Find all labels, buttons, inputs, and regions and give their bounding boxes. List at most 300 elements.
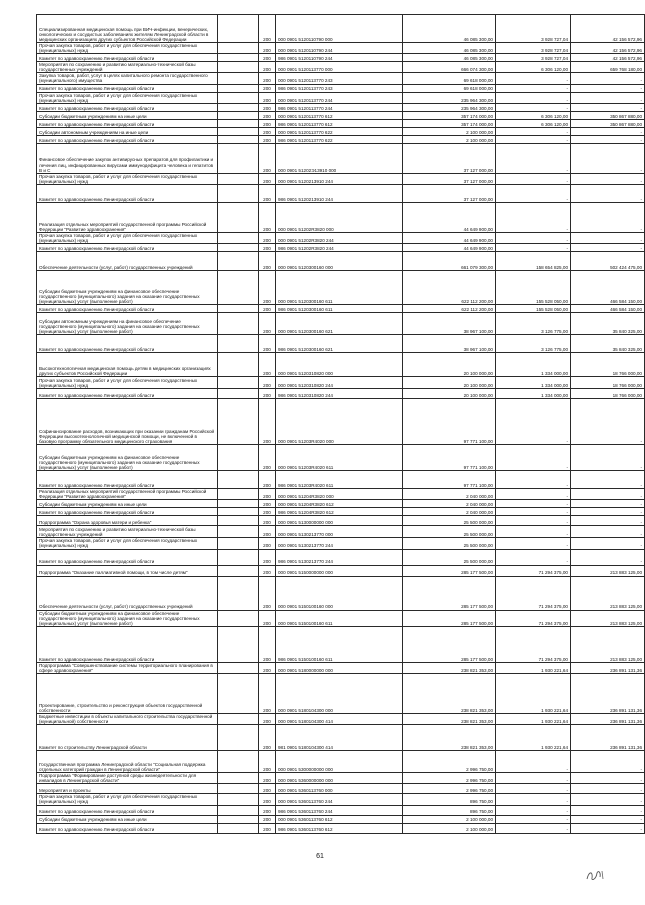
- row-line-code-cell: 200: [259, 500, 276, 508]
- row-remaining-amount-cell: 35 840 325,00: [571, 335, 645, 353]
- row-empty-cell: [218, 662, 259, 673]
- row-name-cell: Субсидии бюджетным учреждениям на иные цели: [37, 815, 218, 823]
- table-row: [37, 516, 645, 526]
- table-row: [37, 244, 645, 252]
- row-executed-amount-cell: -: [496, 489, 571, 500]
- row-executed-amount-cell: -: [496, 500, 571, 508]
- table-row: [37, 610, 645, 626]
- table-row: [37, 713, 645, 724]
- row-executed-amount-cell: -: [496, 805, 571, 815]
- row-approved-amount-cell: 285 177 500,00: [403, 610, 496, 626]
- row-remaining-amount-cell: -: [571, 445, 645, 471]
- row-executed-amount-cell: -: [496, 815, 571, 823]
- row-approved-amount-cell: 37 127 000,00: [403, 184, 496, 202]
- row-empty-cell: [218, 500, 259, 508]
- row-remaining-amount-cell: 213 883 125,00: [571, 626, 645, 662]
- row-approved-amount-cell: 238 821 353,00: [403, 673, 496, 713]
- row-approved-amount-cell: 97 771 100,00: [403, 471, 496, 489]
- row-executed-amount-cell: -: [496, 173, 571, 184]
- row-remaining-amount-cell: 213 883 125,00: [571, 565, 645, 576]
- table-row: [37, 662, 645, 673]
- row-name-cell: Обеспечение деятельности (услуг, работ) государственных учреждений: [37, 576, 218, 610]
- row-line-code-cell: 200: [259, 143, 276, 173]
- row-approved-amount-cell: 97 771 100,00: [403, 399, 496, 445]
- row-approved-amount-cell: 238 821 353,00: [403, 662, 496, 673]
- row-empty-cell: [218, 489, 259, 500]
- row-name-cell: Реализация отдельных мероприятий государственной программы Российской Федерации "Развитие здравоохранения": [37, 489, 218, 500]
- row-line-code-cell: 200: [259, 751, 276, 773]
- row-remaining-amount-cell: -: [571, 516, 645, 526]
- row-approved-amount-cell: 622 112 200,00: [403, 305, 496, 313]
- row-approved-amount-cell: 238 821 353,00: [403, 713, 496, 724]
- row-executed-amount-cell: 155 528 050,00: [496, 271, 571, 305]
- row-line-code-cell: 200: [259, 576, 276, 610]
- row-remaining-amount-cell: 42 156 572,96: [571, 54, 645, 62]
- row-executed-amount-cell: -: [496, 471, 571, 489]
- row-line-code-cell: 200: [259, 565, 276, 576]
- row-executed-amount-cell: 155 528 050,00: [496, 305, 571, 313]
- row-name-cell: Обеспечение деятельности (услуг, работ) государственных учреждений: [37, 252, 218, 271]
- row-approved-amount-cell: 666 074 300,00: [403, 62, 496, 73]
- table-row: [37, 252, 645, 271]
- row-line-code-cell: 200: [259, 538, 276, 549]
- row-line-code-cell: 200: [259, 823, 276, 833]
- row-name-cell: Специализированная медицинская помощь при ВИЧ-инфекции, венерических, онкологических и сосудистых заболеваниях жителям Ленинградской области в медицинских организациях других субъектов Российской Федерации: [37, 15, 218, 43]
- row-classification-code-cell: 986 0901 51203R4020 611: [276, 471, 403, 489]
- budget-table-body: [37, 15, 645, 834]
- row-classification-code-cell: 000 0901 5120113770 243: [276, 73, 403, 84]
- row-classification-code-cell: 000 0901 51204R3820 000: [276, 489, 403, 500]
- row-line-code-cell: 200: [259, 784, 276, 794]
- row-executed-amount-cell: 1 930 221,64: [496, 725, 571, 751]
- row-name-cell: Комитет по здравоохранению Ленинградской области: [37, 103, 218, 111]
- row-empty-cell: [218, 508, 259, 516]
- row-approved-amount-cell: 661 079 300,00: [403, 252, 496, 271]
- scan-artifact-mark: [584, 868, 606, 882]
- row-executed-amount-cell: -: [496, 202, 571, 232]
- table-row: [37, 526, 645, 538]
- row-classification-code-cell: 000 0901 5120113770 244: [276, 92, 403, 103]
- row-executed-amount-cell: 71 294 375,00: [496, 576, 571, 610]
- row-empty-cell: [218, 389, 259, 399]
- row-approved-amount-cell: 235 964 300,00: [403, 92, 496, 103]
- row-executed-amount-cell: -: [496, 84, 571, 92]
- row-empty-cell: [218, 119, 259, 127]
- row-approved-amount-cell: 2 040 000,00: [403, 489, 496, 500]
- row-name-cell: Подпрограмма "Совершенствование системы территориального планирования в сфере здравоохранения": [37, 662, 218, 673]
- row-classification-code-cell: 000 0901 5360113760 000: [276, 784, 403, 794]
- table-row: [37, 815, 645, 823]
- row-line-code-cell: 200: [259, 773, 276, 784]
- row-approved-amount-cell: 69 618 000,00: [403, 73, 496, 84]
- row-approved-amount-cell: 37 127 000,00: [403, 173, 496, 184]
- row-approved-amount-cell: 44 649 900,00: [403, 202, 496, 232]
- row-classification-code-cell: 000 0901 5120113770 622: [276, 127, 403, 135]
- row-approved-amount-cell: 622 112 200,00: [403, 271, 496, 305]
- row-classification-code-cell: 000 0901 5150100160 000: [276, 576, 403, 610]
- row-name-cell: Субсидии бюджетным учреждениям на финансовое обеспечение государственного (муниципального) задания на оказание государственных (муниципальных) услуг (выполнение работ): [37, 610, 218, 626]
- row-approved-amount-cell: 46 085 300,00: [403, 43, 496, 54]
- row-remaining-amount-cell: -: [571, 232, 645, 243]
- row-classification-code-cell: 000 0901 5120110790 000: [276, 15, 403, 43]
- row-empty-cell: [218, 805, 259, 815]
- table-row: [37, 353, 645, 377]
- row-name-cell: Комитет по здравоохранению Ленинградской области: [37, 549, 218, 565]
- row-name-cell: Подпрограмма "Оказание паллиативной помощи, в том числе детям": [37, 565, 218, 576]
- row-executed-amount-cell: -: [496, 135, 571, 143]
- row-executed-amount-cell: -: [496, 773, 571, 784]
- row-approved-amount-cell: 44 649 900,00: [403, 232, 496, 243]
- table-row: [37, 794, 645, 805]
- row-remaining-amount-cell: 42 156 572,96: [571, 43, 645, 54]
- row-executed-amount-cell: -: [496, 784, 571, 794]
- row-empty-cell: [218, 202, 259, 232]
- table-row: [37, 84, 645, 92]
- row-line-code-cell: 200: [259, 508, 276, 516]
- row-name-cell: Комитет по здравоохранению Ленинградской области: [37, 184, 218, 202]
- row-name-cell: Финансовое обеспечение закупок антивирусных препаратов для профилактики и лечения лиц, инфицированных вирусами иммунодефицита человека и гепатитов B и C: [37, 143, 218, 173]
- table-row: [37, 565, 645, 576]
- row-empty-cell: [218, 92, 259, 103]
- row-approved-amount-cell: 285 177 500,00: [403, 626, 496, 662]
- row-line-code-cell: 200: [259, 119, 276, 127]
- table-row: [37, 500, 645, 508]
- row-line-code-cell: 200: [259, 377, 276, 389]
- row-remaining-amount-cell: 236 891 131,36: [571, 662, 645, 673]
- table-row: [37, 508, 645, 516]
- row-executed-amount-cell: -: [496, 92, 571, 103]
- row-remaining-amount-cell: -: [571, 73, 645, 84]
- row-name-cell: Мероприятия по сохранению и развитию материально-технической базы государственных учреждений: [37, 526, 218, 538]
- row-remaining-amount-cell: -: [571, 784, 645, 794]
- row-name-cell: Комитет по здравоохранению Ленинградской области: [37, 305, 218, 313]
- row-executed-amount-cell: 1 334 000,00: [496, 377, 571, 389]
- row-name-cell: Комитет по здравоохранению Ленинградской области: [37, 335, 218, 353]
- row-executed-amount-cell: 158 654 825,00: [496, 252, 571, 271]
- row-remaining-amount-cell: -: [571, 244, 645, 252]
- row-executed-amount-cell: 71 294 375,00: [496, 565, 571, 576]
- row-empty-cell: [218, 184, 259, 202]
- table-row: [37, 823, 645, 833]
- row-line-code-cell: 200: [259, 244, 276, 252]
- row-name-cell: Комитет по здравоохранению Ленинградской области: [37, 389, 218, 399]
- row-name-cell: Прочая закупка товаров, работ и услуг для обеспечения государственных (муниципальных) нужд: [37, 377, 218, 389]
- table-row: [37, 805, 645, 815]
- row-empty-cell: [218, 84, 259, 92]
- row-empty-cell: [218, 62, 259, 73]
- row-executed-amount-cell: -: [496, 508, 571, 516]
- row-remaining-amount-cell: -: [571, 526, 645, 538]
- row-name-cell: Прочая закупка товаров, работ и услуг для обеспечения государственных (муниципальных) нужд: [37, 92, 218, 103]
- row-empty-cell: [218, 111, 259, 119]
- budget-report-sheet: [36, 14, 642, 834]
- row-executed-amount-cell: 1 334 000,00: [496, 353, 571, 377]
- page-number: 61: [316, 853, 324, 860]
- row-executed-amount-cell: -: [496, 823, 571, 833]
- row-line-code-cell: 200: [259, 626, 276, 662]
- table-row: [37, 673, 645, 713]
- table-row: [37, 135, 645, 143]
- row-remaining-amount-cell: -: [571, 202, 645, 232]
- row-empty-cell: [218, 794, 259, 805]
- row-line-code-cell: 200: [259, 135, 276, 143]
- row-remaining-amount-cell: 350 867 880,00: [571, 111, 645, 119]
- row-empty-cell: [218, 725, 259, 751]
- row-line-code-cell: 200: [259, 313, 276, 335]
- row-approved-amount-cell: 20 100 000,00: [403, 377, 496, 389]
- table-row: [37, 305, 645, 313]
- row-name-cell: Комитет по здравоохранению Ленинградской области: [37, 471, 218, 489]
- row-remaining-amount-cell: -: [571, 399, 645, 445]
- row-empty-cell: [218, 815, 259, 823]
- row-name-cell: Реализация отдельных мероприятий государственной программы Российской Федерации "Развитие здравоохранения": [37, 202, 218, 232]
- row-executed-amount-cell: 3 928 727,04: [496, 43, 571, 54]
- row-empty-cell: [218, 626, 259, 662]
- row-name-cell: Субсидии бюджетным учреждениям на иные цели: [37, 500, 218, 508]
- row-empty-cell: [218, 823, 259, 833]
- table-row: [37, 538, 645, 549]
- row-remaining-amount-cell: 350 867 880,00: [571, 119, 645, 127]
- row-empty-cell: [218, 445, 259, 471]
- row-approved-amount-cell: 2 040 000,00: [403, 500, 496, 508]
- row-remaining-amount-cell: -: [571, 127, 645, 135]
- row-line-code-cell: 200: [259, 111, 276, 119]
- row-remaining-amount-cell: 18 766 000,00: [571, 389, 645, 399]
- row-executed-amount-cell: -: [496, 103, 571, 111]
- row-name-cell: Комитет по здравоохранению Ленинградской области: [37, 54, 218, 62]
- table-row: [37, 576, 645, 610]
- row-remaining-amount-cell: -: [571, 135, 645, 143]
- row-name-cell: Комитет по здравоохранению Ленинградской области: [37, 508, 218, 516]
- row-line-code-cell: 200: [259, 335, 276, 353]
- row-classification-code-cell: 986 0901 5360113760 244: [276, 805, 403, 815]
- row-remaining-amount-cell: -: [571, 508, 645, 516]
- table-row: [37, 54, 645, 62]
- table-row: [37, 173, 645, 184]
- row-executed-amount-cell: -: [496, 399, 571, 445]
- row-executed-amount-cell: -: [496, 751, 571, 773]
- row-remaining-amount-cell: -: [571, 751, 645, 773]
- row-name-cell: Комитет по здравоохранению Ленинградской области: [37, 244, 218, 252]
- row-classification-code-cell: 000 0901 51203R4020 000: [276, 399, 403, 445]
- row-name-cell: Прочая закупка товаров, работ и услуг для обеспечения государственных (муниципальных) нужд: [37, 173, 218, 184]
- row-approved-amount-cell: 2 996 750,00: [403, 784, 496, 794]
- table-row: [37, 143, 645, 173]
- row-name-cell: Комитет по здравоохранению Ленинградской области: [37, 805, 218, 815]
- row-classification-code-cell: 000 0901 5360113760 244: [276, 794, 403, 805]
- row-approved-amount-cell: 896 750,00: [403, 794, 496, 805]
- row-name-cell: Подпрограмма "Формирование доступной среды жизнедеятельности для инвалидов в Ленинградской области": [37, 773, 218, 784]
- table-row: [37, 271, 645, 305]
- budget-table: [36, 14, 645, 834]
- row-remaining-amount-cell: 213 883 125,00: [571, 576, 645, 610]
- row-empty-cell: [218, 565, 259, 576]
- row-line-code-cell: 200: [259, 725, 276, 751]
- row-remaining-amount-cell: 236 891 131,36: [571, 725, 645, 751]
- row-classification-code-cell: 000 0901 5130213770 244: [276, 538, 403, 549]
- row-line-code-cell: 200: [259, 516, 276, 526]
- table-row: [37, 549, 645, 565]
- table-row: [37, 751, 645, 773]
- row-executed-amount-cell: -: [496, 516, 571, 526]
- row-executed-amount-cell: -: [496, 73, 571, 84]
- row-executed-amount-cell: -: [496, 526, 571, 538]
- table-row: [37, 725, 645, 751]
- row-empty-cell: [218, 784, 259, 794]
- table-row: [37, 62, 645, 73]
- row-name-cell: Мероприятия по сохранению и развитию материально-технической базы государственных учреждений: [37, 62, 218, 73]
- table-row: [37, 389, 645, 399]
- row-executed-amount-cell: 6 306 120,00: [496, 119, 571, 127]
- row-remaining-amount-cell: -: [571, 538, 645, 549]
- row-remaining-amount-cell: -: [571, 823, 645, 833]
- table-row: [37, 377, 645, 389]
- table-row: [37, 103, 645, 111]
- row-executed-amount-cell: 6 306 120,00: [496, 111, 571, 119]
- row-empty-cell: [218, 271, 259, 305]
- row-executed-amount-cell: 71 294 375,00: [496, 610, 571, 626]
- table-row: [37, 773, 645, 784]
- table-row: [37, 43, 645, 54]
- table-row: [37, 15, 645, 43]
- row-approved-amount-cell: 44 649 900,00: [403, 244, 496, 252]
- row-empty-cell: [218, 526, 259, 538]
- row-executed-amount-cell: -: [496, 445, 571, 471]
- row-remaining-amount-cell: 18 766 000,00: [571, 377, 645, 389]
- table-row: [37, 119, 645, 127]
- row-empty-cell: [218, 471, 259, 489]
- row-name-cell: Прочая закупка товаров, работ и услуг для обеспечения государственных (муниципальных) нужд: [37, 43, 218, 54]
- row-classification-code-cell: 000 0901 5120310820 244: [276, 377, 403, 389]
- table-row: [37, 232, 645, 243]
- row-line-code-cell: 200: [259, 713, 276, 724]
- row-classification-code-cell: 000 0901 5150000000 000: [276, 565, 403, 576]
- row-line-code-cell: 200: [259, 471, 276, 489]
- row-empty-cell: [218, 673, 259, 713]
- row-line-code-cell: 200: [259, 54, 276, 62]
- row-empty-cell: [218, 610, 259, 626]
- row-approved-amount-cell: 285 177 500,00: [403, 576, 496, 610]
- row-name-cell: Комитет по строительству Ленинградской области: [37, 725, 218, 751]
- row-name-cell: Прочая закупка товаров, работ и услуг для обеспечения государственных (муниципальных) нужд: [37, 794, 218, 805]
- row-executed-amount-cell: 1 930 221,64: [496, 662, 571, 673]
- row-classification-code-cell: 000 0901 51202Э13910 000: [276, 143, 403, 173]
- row-line-code-cell: 200: [259, 399, 276, 445]
- row-empty-cell: [218, 773, 259, 784]
- row-empty-cell: [218, 54, 259, 62]
- table-row: [37, 313, 645, 335]
- row-executed-amount-cell: 3 126 775,00: [496, 335, 571, 353]
- row-name-cell: Комитет по здравоохранению Ленинградской области: [37, 119, 218, 127]
- row-remaining-amount-cell: -: [571, 773, 645, 784]
- row-approved-amount-cell: 2 100 000,00: [403, 135, 496, 143]
- row-classification-code-cell: 986 0901 5120213910 244: [276, 184, 403, 202]
- row-classification-code-cell: 000 0901 51202R3820 000: [276, 202, 403, 232]
- table-row: [37, 445, 645, 471]
- row-remaining-amount-cell: -: [571, 184, 645, 202]
- row-approved-amount-cell: 69 618 000,00: [403, 84, 496, 92]
- row-remaining-amount-cell: 213 883 125,00: [571, 610, 645, 626]
- row-remaining-amount-cell: -: [571, 500, 645, 508]
- row-line-code-cell: 200: [259, 389, 276, 399]
- row-classification-code-cell: 000 0901 5120213910 244: [276, 173, 403, 184]
- row-approved-amount-cell: 20 100 000,00: [403, 353, 496, 377]
- row-classification-code-cell: 986 0901 5150100160 611: [276, 626, 403, 662]
- row-remaining-amount-cell: 466 584 150,00: [571, 271, 645, 305]
- row-classification-code-cell: 986 0901 5120113770 244: [276, 103, 403, 111]
- row-classification-code-cell: 000 0901 51202R3820 244: [276, 232, 403, 243]
- row-empty-cell: [218, 103, 259, 111]
- row-classification-code-cell: 986 0901 5360113760 612: [276, 823, 403, 833]
- table-row: [37, 784, 645, 794]
- row-empty-cell: [218, 143, 259, 173]
- row-name-cell: Бюджетные инвестиции в объекты капитального строительства государственной (муниципальной) собственности: [37, 713, 218, 724]
- row-remaining-amount-cell: -: [571, 549, 645, 565]
- row-line-code-cell: 200: [259, 84, 276, 92]
- row-remaining-amount-cell: 466 584 150,00: [571, 305, 645, 313]
- table-row: [37, 111, 645, 119]
- row-classification-code-cell: 986 0901 5120113770 612: [276, 119, 403, 127]
- row-empty-cell: [218, 576, 259, 610]
- row-line-code-cell: 200: [259, 662, 276, 673]
- row-remaining-amount-cell: -: [571, 471, 645, 489]
- row-name-cell: Комитет по здравоохранению Ленинградской области: [37, 135, 218, 143]
- row-name-cell: Софинансирование расходов, возникающих при оказании гражданам Российской Федерации высокотехнологичной медицинской помощи, не включенной в базовую программу обязательного медицинского страхования: [37, 399, 218, 445]
- row-remaining-amount-cell: 502 424 475,00: [571, 252, 645, 271]
- row-line-code-cell: 200: [259, 673, 276, 713]
- row-classification-code-cell: 986 0901 5120113770 243: [276, 84, 403, 92]
- row-classification-code-cell: 000 0901 5130213770 000: [276, 526, 403, 538]
- row-executed-amount-cell: -: [496, 538, 571, 549]
- row-line-code-cell: 200: [259, 73, 276, 84]
- table-row: [37, 73, 645, 84]
- row-approved-amount-cell: 2 040 000,00: [403, 508, 496, 516]
- row-name-cell: Закупка товаров, работ, услуг в целях капитального ремонта государственного (муниципального) имущества: [37, 73, 218, 84]
- row-empty-cell: [218, 135, 259, 143]
- row-classification-code-cell: 000 0901 5360000000 000: [276, 773, 403, 784]
- row-classification-code-cell: 000 0901 51204R3820 612: [276, 500, 403, 508]
- row-line-code-cell: 200: [259, 815, 276, 823]
- row-name-cell: Субсидии бюджетным учреждениям на финансовое обеспечение государственного (муниципального) задания на оказание государственных (муниципальных) услуг (выполнение работ): [37, 271, 218, 305]
- row-line-code-cell: 200: [259, 252, 276, 271]
- row-empty-cell: [218, 335, 259, 353]
- row-remaining-amount-cell: -: [571, 794, 645, 805]
- row-approved-amount-cell: 2 996 750,00: [403, 773, 496, 784]
- row-name-cell: Субсидии автономным учреждениям на иные цели: [37, 127, 218, 135]
- row-name-cell: Прочая закупка товаров, работ и услуг для обеспечения государственных (муниципальных) нужд: [37, 232, 218, 243]
- row-remaining-amount-cell: -: [571, 103, 645, 111]
- row-name-cell: Субсидии бюджетным учреждениям на иные цели: [37, 111, 218, 119]
- row-approved-amount-cell: 285 177 500,00: [403, 565, 496, 576]
- row-classification-code-cell: 000 0901 5120300160 621: [276, 313, 403, 335]
- row-approved-amount-cell: 357 174 000,00: [403, 111, 496, 119]
- row-remaining-amount-cell: 42 156 572,96: [571, 15, 645, 43]
- row-classification-code-cell: 981 0901 5180104300 414: [276, 725, 403, 751]
- row-approved-amount-cell: 357 174 000,00: [403, 119, 496, 127]
- row-classification-code-cell: 000 0901 5360113760 612: [276, 815, 403, 823]
- row-executed-amount-cell: -: [496, 244, 571, 252]
- row-approved-amount-cell: 25 500 000,00: [403, 549, 496, 565]
- row-approved-amount-cell: 2 996 750,00: [403, 751, 496, 773]
- row-approved-amount-cell: 2 100 000,00: [403, 815, 496, 823]
- row-empty-cell: [218, 252, 259, 271]
- row-approved-amount-cell: 38 967 100,00: [403, 335, 496, 353]
- row-executed-amount-cell: 3 928 727,04: [496, 54, 571, 62]
- row-classification-code-cell: 000 0901 5180104300 414: [276, 713, 403, 724]
- row-remaining-amount-cell: -: [571, 84, 645, 92]
- row-line-code-cell: 200: [259, 62, 276, 73]
- row-name-cell: Прочая закупка товаров, работ и услуг для обеспечения государственных (муниципальных) нужд: [37, 538, 218, 549]
